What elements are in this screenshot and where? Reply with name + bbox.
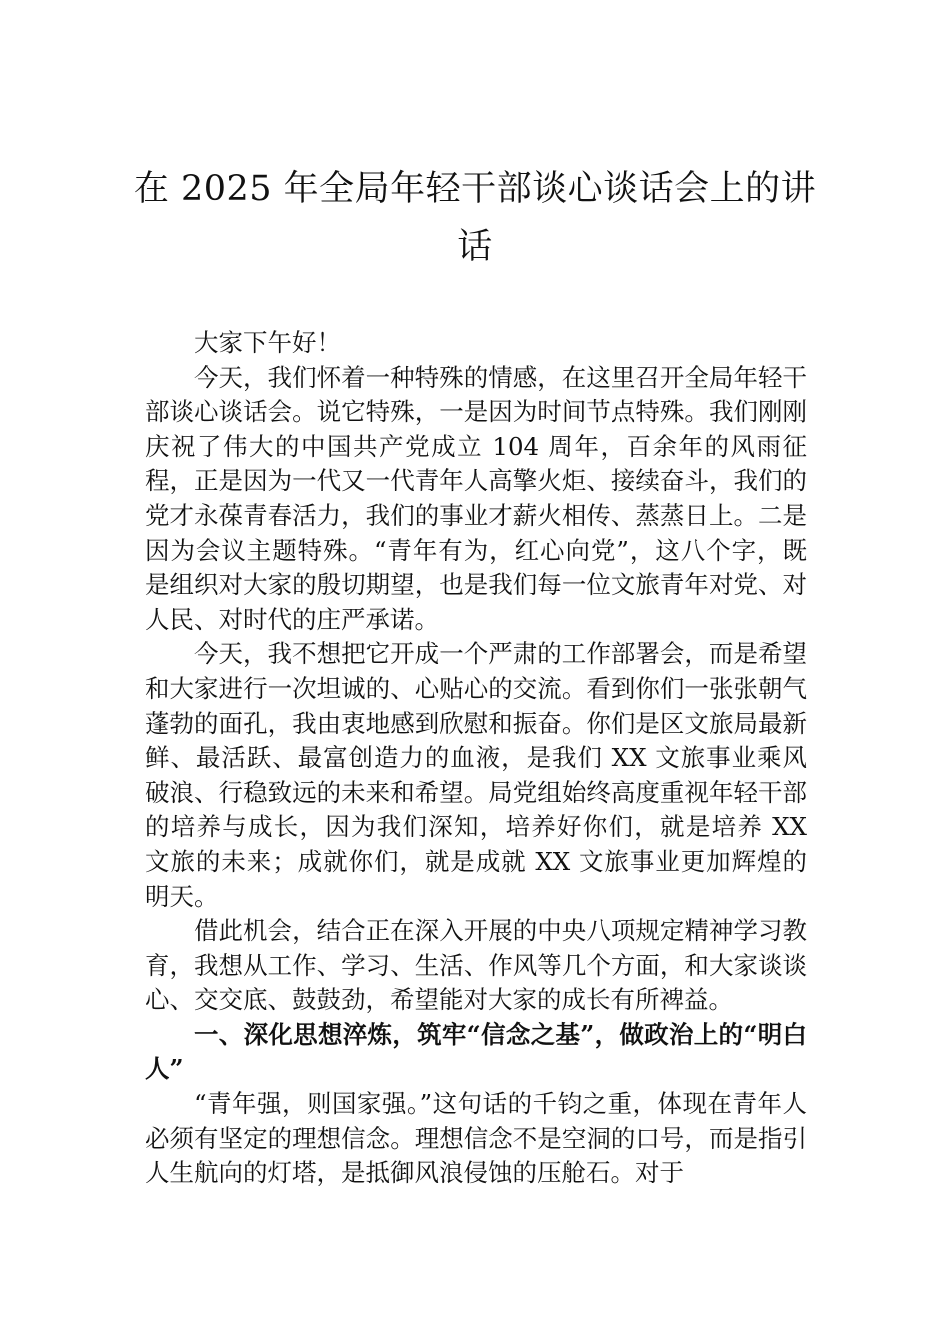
body-paragraph: 今天，我不想把它开成一个严肃的工作部署会，而是希望和大家进行一次坦诚的、心贴心的交流。看到你们一张张朝气蓬勃的面孔，我由衷地感到欣慰和振奋。你们是区文旅局最新鲜、最活跃、最富创造力的血液，是我们 XX 文旅事业乘风破浪、行稳致远的未来和希望。局党组始终高度重视年轻干部的培养与成长，因为我们深知，培养好你们，就是培养 XX 文旅的未来；成就你们，就是成就 XX 文旅事业更加辉煌的明天。 [145, 639, 807, 911]
greeting-paragraph: 大家下午好！ [194, 328, 341, 357]
body-paragraph: “青年强，则国家强。”这句话的千钧之重，体现在青年人必须有坚定的理想信念。理想信念不是空洞的口号，而是指引人生航向的灯塔，是抵御风浪侵蚀的压舱石。对于 [145, 1089, 807, 1188]
section-heading: 一、深化思想淬炼，筑牢“信念之基”，做政治上的“明白人” [145, 1019, 807, 1084]
body-paragraph: 借此机会，结合正在深入开展的中央八项规定精神学习教育，我想从工作、学习、生活、作风等几个方面，和大家谈谈心、交交底、鼓鼓劲，希望能对大家的成长有所裨益。 [145, 916, 807, 1015]
body-paragraph: 今天，我们怀着一种特殊的情感，在这里召开全局年轻干部谈心谈话会。说它特殊，一是因为时间节点特殊。我们刚刚庆祝了伟大的中国共产党成立 104 周年，百余年的风雨征程，正是因为一代又一代青年人高擎火炬、接续奋斗，我们的党才永葆青春活力，我们的事业才薪火相传、蒸蒸日上。二是因为会议主题特殊。“青年有为，红心向党”，这八个字，既是组织对大家的殷切期望，也是我们每一位文旅青年对党、对人民、对时代的庄严承诺。 [145, 362, 807, 634]
document-body [145, 326, 807, 1191]
document-title: 在 2025 年全局年轻干部谈心谈话会上的讲话 [133, 169, 817, 267]
